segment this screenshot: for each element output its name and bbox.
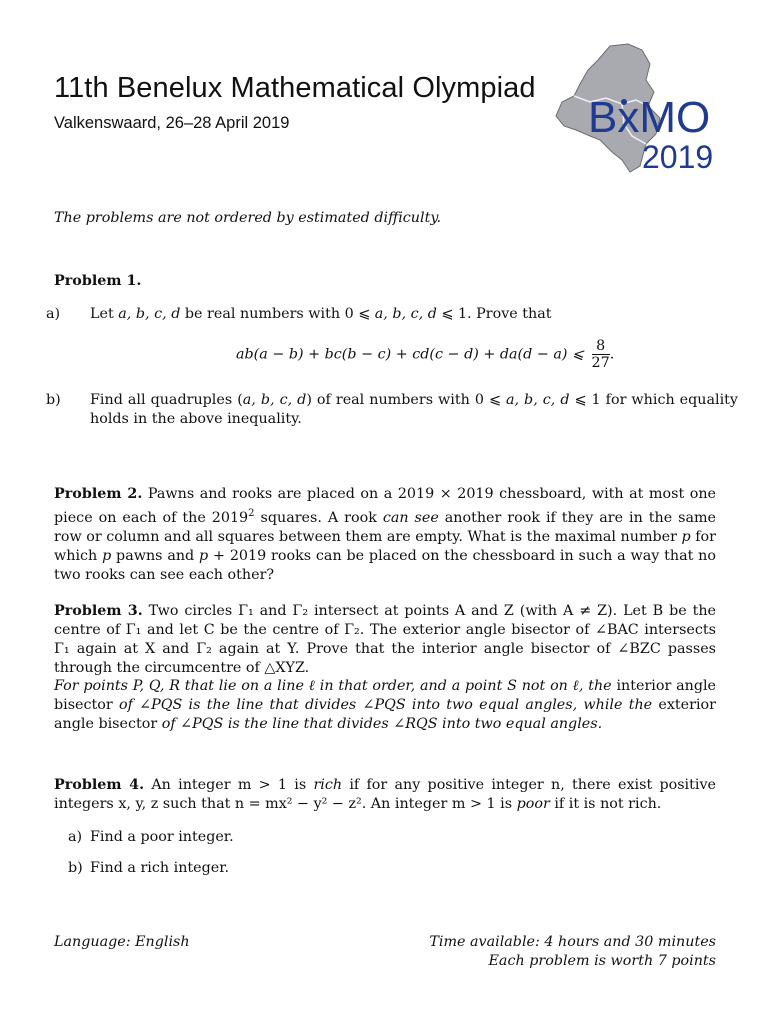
item-label: b) (46, 392, 61, 408)
emphasis: poor (516, 796, 550, 812)
time-available: Time available: 4 hours and 30 minutes (429, 934, 716, 950)
equation-lhs: ab(a − b) + bc(b − c) + cd(c − d) + da(d − a) ⩽ (236, 346, 589, 363)
text: For points P, Q, R that lie on a line ℓ in that order, and a point S not on ℓ, the (54, 678, 617, 694)
text: Two circles Γ₁ and Γ₂ intersect at points A and Z (with A ≠ Z). Let B be the centre of Γ₁ and let C be the centre of Γ₂. The exterior angle bisector of ∠BAC intersects Γ₁ again at X and Γ₂ again at Y. Prove that the interior angle bisector of ∠BZC passes through the circumcentre of △XYZ. (54, 603, 716, 676)
problem-4a (68, 828, 716, 847)
text: ) of real numbers with 0 ⩽ (306, 392, 506, 408)
text: of ∠PQS is the line that divides ∠RQS into two equal angles. (157, 716, 603, 732)
text: Pawns and rooks are placed on a 2019 × 2019 chessboard, with at most one piece on each of the 2019 (54, 486, 716, 526)
text: if for any positive integer n, there exist positive integers x, y, z such that n = mx² − y² − z². An integer m > 1 is (54, 777, 716, 812)
footer-language: Language: English (54, 934, 190, 950)
text: pawns and (111, 547, 200, 564)
text: for which (54, 528, 716, 564)
logo-text: BxMO (588, 93, 711, 142)
item-label: a) (68, 829, 83, 845)
text: ⩽ 1 for which equality holds in the above inequality. (90, 392, 738, 427)
text: of ∠PQS is the line that divides ∠PQS into two equal angles, while the (112, 697, 659, 713)
superscript: 2 (248, 508, 255, 519)
text: another rook if they are in the same row or column and all squares between them are empty. What is the maximal number (54, 509, 717, 545)
math-vars: a, b, c, d (242, 392, 307, 408)
fraction (592, 338, 610, 371)
term: interior angle bisector (54, 678, 717, 713)
text: Find a rich integer. (90, 860, 230, 876)
item-label: b) (68, 860, 83, 876)
problem-3 (54, 602, 716, 678)
text: Find a poor integer. (90, 829, 234, 845)
problem-4 (54, 776, 716, 814)
math-vars: a, b, c, d (505, 392, 570, 408)
problem-1b (46, 391, 738, 429)
math-vars: a, b, c, d (118, 306, 181, 322)
text: ⩽ 1. Prove that (436, 306, 552, 322)
text: be real numbers with 0 ⩽ (180, 306, 375, 322)
text: Find all quadruples ( (90, 392, 243, 408)
problem-1a (46, 305, 738, 324)
text: squares. A rook (254, 509, 383, 526)
problem-heading: Problem 3. (54, 603, 143, 619)
problem-heading: Problem 2. (54, 486, 143, 502)
math-vars: a, b, c, d (374, 306, 437, 322)
page-subtitle: Valkenswaard, 26–28 April 2019 (54, 114, 290, 132)
emphasis: can see (382, 509, 439, 526)
bxmo-logo (550, 40, 730, 180)
logo-year: 2019 (642, 139, 714, 175)
text: . (609, 346, 615, 363)
inequality-equation (236, 338, 614, 371)
problem-3-note (54, 677, 716, 734)
problem-4b (68, 859, 716, 878)
term: exterior angle bisector (54, 697, 716, 732)
text: Let (90, 306, 119, 322)
math-var: p (681, 528, 691, 545)
problem-heading: Problem 1. (54, 273, 142, 289)
emphasis: rich (313, 777, 343, 793)
fraction-numerator: 8 (592, 338, 610, 355)
points-info: Each problem is worth 7 points (488, 953, 716, 969)
page-title: 11th Benelux Mathematical Olympiad (54, 72, 536, 104)
math-var: p (199, 547, 209, 564)
text: An integer m > 1 is (144, 777, 314, 793)
problem-1-heading (54, 272, 716, 291)
footer-time (429, 933, 716, 971)
problem-heading: Problem 4. (54, 777, 145, 793)
problem-2 (54, 485, 716, 585)
text: + 2019 rooks can be placed on the chessboard in such a way that no two rooks can see each other? (54, 547, 716, 583)
item-label: a) (46, 306, 61, 322)
intro-note: The problems are not ordered by estimated difficulty. (54, 210, 442, 226)
fraction-denominator: 27 (591, 355, 610, 371)
math-var: p (102, 547, 112, 564)
text: if it is not rich. (549, 796, 662, 812)
